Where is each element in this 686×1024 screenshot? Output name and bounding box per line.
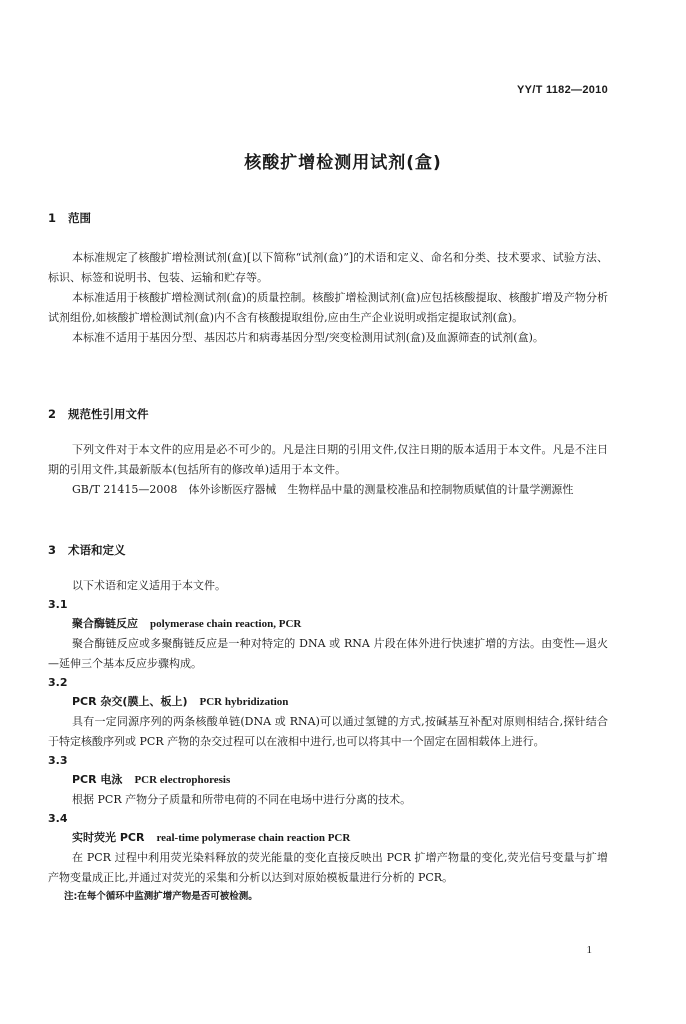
term-zh: PCR 电泳 bbox=[72, 773, 123, 786]
section-number: 2 bbox=[48, 407, 57, 421]
paragraph: 本标准规定了核酸扩增检测试剂(盒)[以下简称“试剂(盒)”]的术语和定义、命名和分类、技术要求、试验方法、标识、标签和说明书、包装、运输和贮存等。 bbox=[48, 251, 608, 284]
term-number: 3.3 bbox=[48, 754, 68, 767]
section-title: 术语和定义 bbox=[68, 543, 126, 557]
term-title bbox=[48, 828, 608, 848]
reference-entry: GB/T 21415—2008 体外诊断医疗器械 生物样品中量的测量校准品和控制物质赋值的计量学溯源性 bbox=[72, 483, 574, 496]
term-entry bbox=[48, 674, 608, 752]
term-entry bbox=[48, 752, 608, 810]
term-entry bbox=[48, 810, 608, 906]
term-definition: 具有一定同源序列的两条核酸单链(DNA 或 RNA)可以通过氢键的方式,按碱基互补配对原则相结合,探针结合于特定核酸序列或 PCR 产物的杂交过程可以在液相中进行,也可以将其中一个固定在固相载体上进行。 bbox=[48, 715, 608, 748]
term-number: 3.1 bbox=[48, 598, 68, 611]
term-en: real-time polymerase chain reaction PCR bbox=[156, 832, 351, 844]
term-en: polymerase chain reaction, PCR bbox=[150, 618, 302, 630]
section-3-heading bbox=[48, 542, 608, 558]
page-number: 1 bbox=[586, 944, 592, 956]
section-number: 3 bbox=[48, 543, 57, 557]
section-title: 规范性引用文件 bbox=[68, 407, 149, 421]
paragraph: 下列文件对于本文件的应用是必不可少的。凡是注日期的引用文件,仅注日期的版本适用于本文件。凡是不注日期的引用文件,其最新版本(包括所有的修改单)适用于本文件。 bbox=[48, 443, 608, 476]
paragraph: 以下术语和定义适用于本文件。 bbox=[72, 579, 226, 592]
paragraph: 本标准不适用于基因分型、基因芯片和病毒基因分型/突变检测用试剂(盒)及血源筛查的试剂(盒)。 bbox=[72, 331, 544, 344]
document-title: 核酸扩增检测用试剂(盒) bbox=[244, 153, 442, 173]
term-title bbox=[48, 770, 608, 790]
term-definition: 根据 PCR 产物分子质量和所带电荷的不同在电场中进行分离的技术。 bbox=[72, 793, 412, 806]
section-2-body bbox=[48, 440, 608, 500]
section-2-heading bbox=[48, 406, 608, 422]
section-number: 1 bbox=[48, 211, 57, 225]
section-1-heading bbox=[48, 210, 608, 226]
term-definition: 聚合酶链反应或多聚酶链反应是一种对特定的 DNA 或 RNA 片段在体外进行快速扩增的方法。由变性—退火—延伸三个基本反应步骤构成。 bbox=[48, 637, 608, 670]
paragraph: 本标准适用于核酸扩增检测试剂(盒)的质量控制。核酸扩增检测试剂(盒)应包括核酸提取、核酸扩增及产物分析试剂组份,如核酸扩增检测试剂(盒)内不含有核酸提取组份,应由生产企业说明或指定提取试剂(盒)。 bbox=[48, 291, 608, 324]
section-3-body bbox=[48, 576, 608, 906]
term-en: PCR hybridization bbox=[199, 696, 289, 708]
term-title bbox=[48, 692, 608, 712]
section-1-body bbox=[48, 248, 608, 348]
term-zh: 聚合酶链反应 bbox=[72, 617, 138, 630]
standard-code: YY/T 1182—2010 bbox=[516, 84, 608, 96]
term-entry bbox=[48, 596, 608, 674]
term-zh: 实时荧光 PCR bbox=[72, 831, 145, 844]
term-en: PCR electrophoresis bbox=[134, 774, 231, 786]
term-zh: PCR 杂交(膜上、板上) bbox=[72, 695, 188, 708]
term-number: 3.4 bbox=[48, 812, 68, 825]
term-title bbox=[48, 614, 608, 634]
term-note: 注:在每个循环中监测扩增产物是否可被检测。 bbox=[64, 891, 258, 902]
term-definition: 在 PCR 过程中利用荧光染料释放的荧光能量的变化直接反映出 PCR 扩增产物量的变化,荧光信号变量与扩增产物变量成正比,并通过对荧光的采集和分析以达到对原始模板量进行分析的 PCR。 bbox=[48, 851, 608, 884]
term-number: 3.2 bbox=[48, 676, 68, 689]
section-title: 范围 bbox=[68, 211, 91, 225]
